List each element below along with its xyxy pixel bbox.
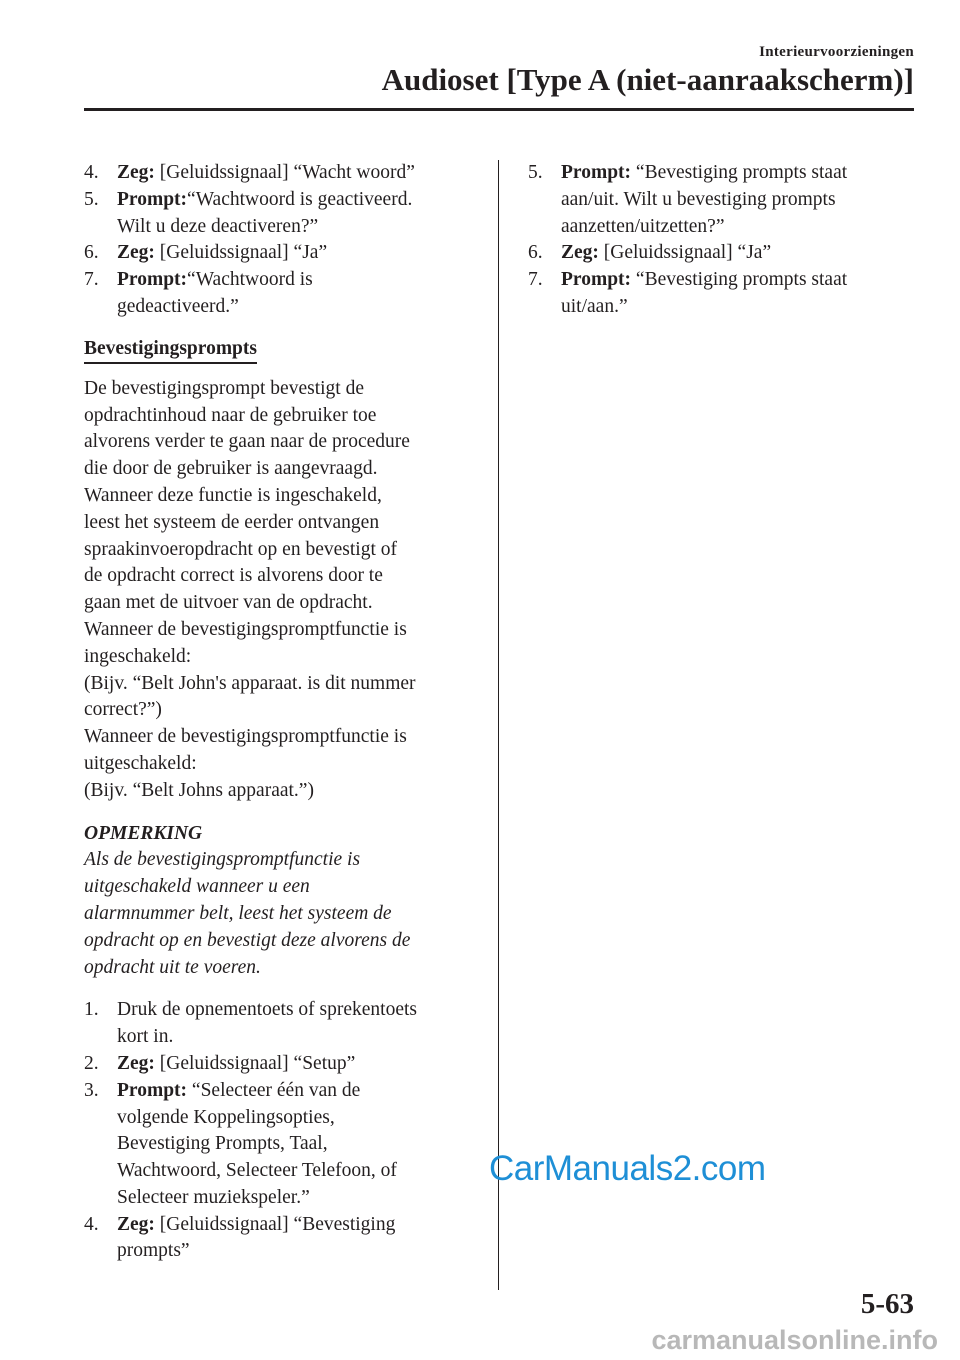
paragraph-line: de opdracht correct is alvorens door te <box>84 565 383 587</box>
step-item <box>84 1078 480 1212</box>
step-number: 3. <box>84 1079 99 1101</box>
step-text: Prompt: “Selecteer één van de volgende Koppelingsopties, Bevestiging Prompts, Taal, Wachtwoord, Selecteer Telefoon, of Selecteer muziekspeler.” <box>117 1079 397 1208</box>
step-number: 7. <box>84 269 99 291</box>
step-item <box>528 160 908 240</box>
step-item <box>84 267 480 321</box>
paragraph-line: Wanneer de bevestigingspromptfunctie is <box>84 726 407 748</box>
step-item <box>528 267 908 321</box>
body-paragraph <box>84 376 480 805</box>
step-text: Prompt:“Wachtwoord is gedeactiveerd.” <box>117 269 313 317</box>
note-line: opdracht op en bevestigt deze alvorens de <box>84 929 411 951</box>
note-block <box>84 821 480 982</box>
step-number: 2. <box>84 1052 99 1074</box>
step-keyword: Zeg: <box>117 162 155 183</box>
step-item <box>84 160 480 187</box>
step-keyword: Zeg: <box>117 1052 155 1074</box>
step-keyword: Zeg: <box>117 1213 155 1235</box>
right-column <box>528 160 908 321</box>
step-item <box>84 1212 480 1266</box>
note-text <box>84 847 480 981</box>
step-keyword: Zeg: <box>117 242 155 264</box>
steps-group-right <box>528 160 908 321</box>
note-heading: OPMERKING <box>84 822 203 844</box>
step-item <box>84 187 480 241</box>
note-line: uitgeschakeld wanneer u een <box>84 876 310 898</box>
paragraph-line: opdrachtinhoud naar de gebruiker toe <box>84 404 377 426</box>
step-keyword: Prompt: <box>117 188 188 210</box>
watermark: CarManuals2.com <box>489 1149 766 1188</box>
left-column <box>84 160 480 1265</box>
note-line: opdracht uit te voeren. <box>84 956 261 978</box>
step-number: 6. <box>84 242 99 264</box>
step-number: 7. <box>528 269 543 291</box>
chapter-title: Audioset [Type A (niet-aanraakscherm)] <box>381 62 914 97</box>
step-text: Prompt: “Bevestiging prompts staat aan/uit. Wilt u bevestiging prompts aanzetten/uitzetten?” <box>561 162 848 237</box>
section-label: Interieurvoorzieningen <box>759 44 914 60</box>
step-keyword: Prompt: <box>117 1079 188 1101</box>
step-text: Zeg: [Geluidssignaal] “Bevestiging prompts” <box>117 1213 396 1262</box>
step-number: 4. <box>84 1213 99 1235</box>
paragraph-line: die door de gebruiker is aangevraagd. <box>84 458 378 480</box>
paragraph-line: (Bijv. “Belt Johns apparaat.”) <box>84 779 314 801</box>
step-text: Prompt: “Bevestiging prompts staat uit/aan.” <box>561 269 848 317</box>
paragraph-line: Wanneer deze functie is ingeschakeld, <box>84 484 382 506</box>
step-text: Zeg: [Geluidssignaal] “Wacht woord” <box>117 162 415 183</box>
step-number: 6. <box>528 242 543 264</box>
step-text: Druk de opnementoets of sprekentoets kort in. <box>117 999 418 1048</box>
step-keyword: Prompt: <box>561 162 632 183</box>
step-text: Zeg: [Geluidssignaal] “Setup” <box>117 1052 356 1074</box>
steps-group-a <box>84 160 480 321</box>
paragraph-line: ingeschakeld: <box>84 645 192 667</box>
paragraph-line: spraakinvoeropdracht op en bevestigt of <box>84 538 397 560</box>
column-divider <box>498 160 499 1290</box>
step-keyword: Zeg: <box>561 242 599 264</box>
paragraph-line: De bevestigingsprompt bevestigt de <box>84 377 364 399</box>
step-number: 1. <box>84 999 99 1021</box>
step-text: Zeg: [Geluidssignaal] “Ja” <box>117 242 328 264</box>
note-line: Als de bevestigingspromptfunctie is <box>84 849 361 871</box>
step-number: 5. <box>84 188 99 210</box>
header-rule <box>84 108 914 111</box>
step-item <box>528 240 908 267</box>
paragraph-line: correct?”) <box>84 699 162 721</box>
paragraph-line: alvorens verder te gaan naar de procedure <box>84 431 410 453</box>
step-item <box>84 240 480 267</box>
step-number: 5. <box>528 162 543 183</box>
step-item <box>84 997 480 1051</box>
paragraph-line: gaan met de uitvoer van de opdracht. <box>84 592 373 614</box>
subheading: Bevestigingsprompts <box>84 337 257 364</box>
steps-group-b <box>84 997 480 1265</box>
step-text: Zeg: [Geluidssignaal] “Ja” <box>561 242 772 264</box>
step-keyword: Prompt: <box>117 269 188 291</box>
note-line: alarmnummer belt, leest het systeem de <box>84 902 392 924</box>
step-keyword: Prompt: <box>561 269 632 291</box>
paragraph-line: Wanneer de bevestigingspromptfunctie is <box>84 618 407 640</box>
step-number: 4. <box>84 162 99 183</box>
paragraph-line: (Bijv. “Belt John's apparaat. is dit nummer <box>84 672 416 694</box>
paragraph-line: leest het systeem de eerder ontvangen <box>84 511 380 533</box>
step-item <box>84 1051 480 1078</box>
paragraph-line: uitgeschakeld: <box>84 752 197 774</box>
page-number: 5-63 <box>860 1288 914 1320</box>
footer-watermark: carmanualsonline.info <box>651 1325 938 1355</box>
step-text: Prompt:“Wachtwoord is geactiveerd. Wilt u deze deactiveren?” <box>117 188 413 237</box>
